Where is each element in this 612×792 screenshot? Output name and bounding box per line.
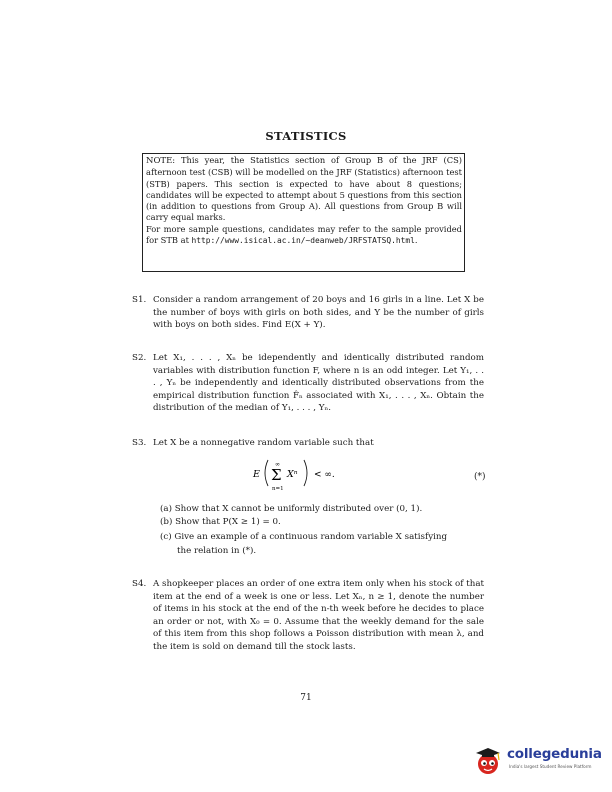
question-text: Let X₁, . . . , Xₙ be idependently and identically distributed random variables with distribution function F, where n is an odd integer. Let Y₁, . . . , Yₙ be independently and identically distributed observations from the empirical distribution function F̂ₙ associated with X₁, . . . , Xₙ. Obtain the distribution of the median of Y₁, . . . , Yₙ. bbox=[153, 353, 484, 414]
summation-formula bbox=[252, 454, 372, 494]
question-text: Let X be a nonnegative random variable such that bbox=[153, 438, 374, 448]
sigma-symbol: Σ bbox=[271, 466, 282, 484]
graduate-mascot-icon bbox=[471, 744, 505, 778]
formula-upper-limit: ∞ bbox=[275, 461, 280, 468]
question-number: S3. bbox=[132, 438, 147, 448]
page-title: STATISTICS bbox=[265, 129, 347, 143]
right-paren bbox=[304, 460, 307, 486]
question-s3 bbox=[132, 437, 484, 450]
part-b: (b) Show that P(X ≥ 1) = 0. bbox=[160, 517, 281, 527]
formula-lower-limit: n=1 bbox=[272, 486, 284, 492]
question-number: S1. bbox=[132, 295, 147, 305]
part-c-cont: the relation in (*). bbox=[177, 546, 257, 556]
page-number: 71 bbox=[300, 693, 312, 703]
note-url[interactable]: http://www.isical.ac.in/~deanweb/JRFSTATSQ.html bbox=[191, 236, 415, 246]
note-text: This year, the Statistics section of Group B of the JRF (CS) afternoon test (CSB) will be modelled on the JRF (Statistics) afternoon test (STB) papers. This section is expected to have about 8 questions; candidates will be expected to attempt about 5 questions from this section (in addition to questions from Group A). All questions from Group B will carry equal marks. bbox=[146, 155, 462, 223]
question-s2 bbox=[132, 352, 484, 415]
note-box bbox=[142, 153, 465, 272]
question-number: S4. bbox=[132, 579, 147, 589]
logo-wordmark: collegedunia bbox=[507, 746, 602, 762]
question-s1 bbox=[132, 294, 484, 332]
question-text: A shopkeeper places an order of one extra item only when his stock of that item at the end of a week is one or less. Let Xₙ, n ≥ 1, denote the number of items in his stock at the end of the n-th week before he decides to place an order or not, with X₀ = 0. Assume that the weekly demand for the sale of this item from this shop follows a Poisson distribution with mean λ, and the item is sold on demand till the stock lasts. bbox=[153, 579, 484, 652]
collegedunia-logo[interactable] bbox=[471, 744, 601, 778]
formula-term: Xⁿ bbox=[287, 469, 298, 480]
question-s4 bbox=[132, 578, 484, 654]
note-more: For more sample questions, candidates may refer to the sample provided for STB at bbox=[146, 223, 462, 246]
note-label: NOTE: bbox=[146, 156, 176, 166]
left-paren bbox=[265, 460, 268, 486]
question-text: Consider a random arrangement of 20 boys and 16 girls in a line. Let X be the number of boys with girls on both sides, and Y be the number of girls with boys on both sides. Find E(X + Y). bbox=[153, 295, 484, 331]
note-end: . bbox=[414, 235, 418, 246]
equation-tag: (*) bbox=[474, 472, 486, 482]
formula-rhs: < ∞. bbox=[314, 470, 335, 480]
part-c: (c) Give an example of a continuous random variable X satisfying bbox=[160, 532, 448, 542]
formula-expectation: E bbox=[253, 469, 260, 480]
question-number: S2. bbox=[132, 353, 147, 363]
part-a: (a) Show that X cannot be uniformly distributed over (0, 1). bbox=[160, 504, 423, 514]
logo-tagline: India's largest Student Review Platform bbox=[509, 764, 592, 769]
